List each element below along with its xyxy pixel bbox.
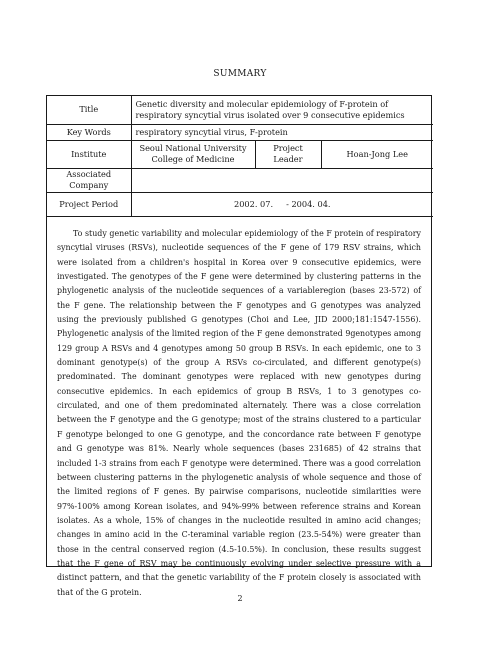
title-value: Genetic diversity and molecular epidemiology of F-protein of respiratory syncytial virus isolated over 9 consecutive epidemics — [131, 96, 433, 124]
period-label: Project Period — [47, 192, 131, 216]
keywords-value: respiratory syncytial virus, F-protein — [131, 124, 433, 140]
leader-label: Project Leader — [255, 140, 321, 168]
keywords-label: Key Words — [47, 124, 131, 140]
summary-body — [57, 227, 421, 600]
associated-row — [47, 168, 433, 192]
title-label: Title — [47, 96, 131, 124]
period-value — [131, 192, 433, 216]
summary-heading: SUMMARY — [213, 69, 267, 79]
associated-label: Associated Company — [47, 168, 131, 192]
period-end: - 2004. 04. — [286, 198, 331, 209]
institute-row — [47, 140, 433, 168]
summary-frame — [46, 95, 432, 597]
keywords-row — [47, 124, 433, 140]
project-info-table — [47, 96, 433, 217]
leader-value: Hoan-Jong Lee — [321, 140, 433, 168]
period-row — [47, 192, 433, 216]
institute-value: Seoul National University College of Medicine — [131, 140, 255, 168]
title-row — [47, 96, 433, 124]
summary-paragraph: To study genetic variability and molecular epidemiology of the F protein of respiratory syncytial viruses (RSVs), nucleotide sequences of the F gene of 179 RSV strains, which were isolated from a children's hospital in Korea over 9 consecutive epidemics, were investigated. The genotypes of the F gene were determined by clustering patterns in the phylogenetic analysis of the nucleotide sequences of a variableregion (bases 23-572) of the F gene. The relationship between the F genotypes and G genotypes was analyzed using the previously published G genotypes (Choi and Lee, JID 2000;181:1547-1556). Phylogenetic analysis of the limited region of the F gene demonstrated 9genotypes among 129 group A RSVs and 4 genotypes among 50 group B RSVs. In each epidemic, one to 3 dominant genotype(s) of the group A RSVs co-circulated, and different genotype(s) predominated. The dominant genotypes were replaced with new genotypes during consecutive epidemics. In each epidemics of group B RSVs, 1 to 3 genotypes co-circulated, and one of them predominated alternately. There was a close correlation between the F genotype and the G genotype; most of the strains clustered to a particular F genotype belonged to one G genotype, and the concordance rate between F genotype and G genotype was 81%. Nearly whole sequences (bases 231685) of 42 strains that included 1-3 strains from each F genotype were determined. There was a good correlation between clustering patterns in the phylogenetic analysis of whole sequence and those of the limited regions of F genes. By pairwise comparisons, nucleotide similarities were 97%-100% among Korean isolates, and 94%-99% between reference strains and Korean isolates. As a whole, 15% of changes in the nucleotide resulted in amino acid changes; changes in amino acid in the C-teraminal variable region (23.5-54%) were greater than those in the central conserved region (4.5-10.5%). In conclusion, these results suggest that the F gene of RSV may be continuously evolving under selective pressure with a distinct pattern, and that the genetic variability of the F protein closely is associated with that of the G protein. — [57, 229, 421, 597]
page-number: 2 — [237, 594, 243, 603]
associated-value — [131, 168, 433, 192]
period-start: 2002. 07. — [233, 198, 274, 209]
institute-label: Institute — [47, 140, 131, 168]
